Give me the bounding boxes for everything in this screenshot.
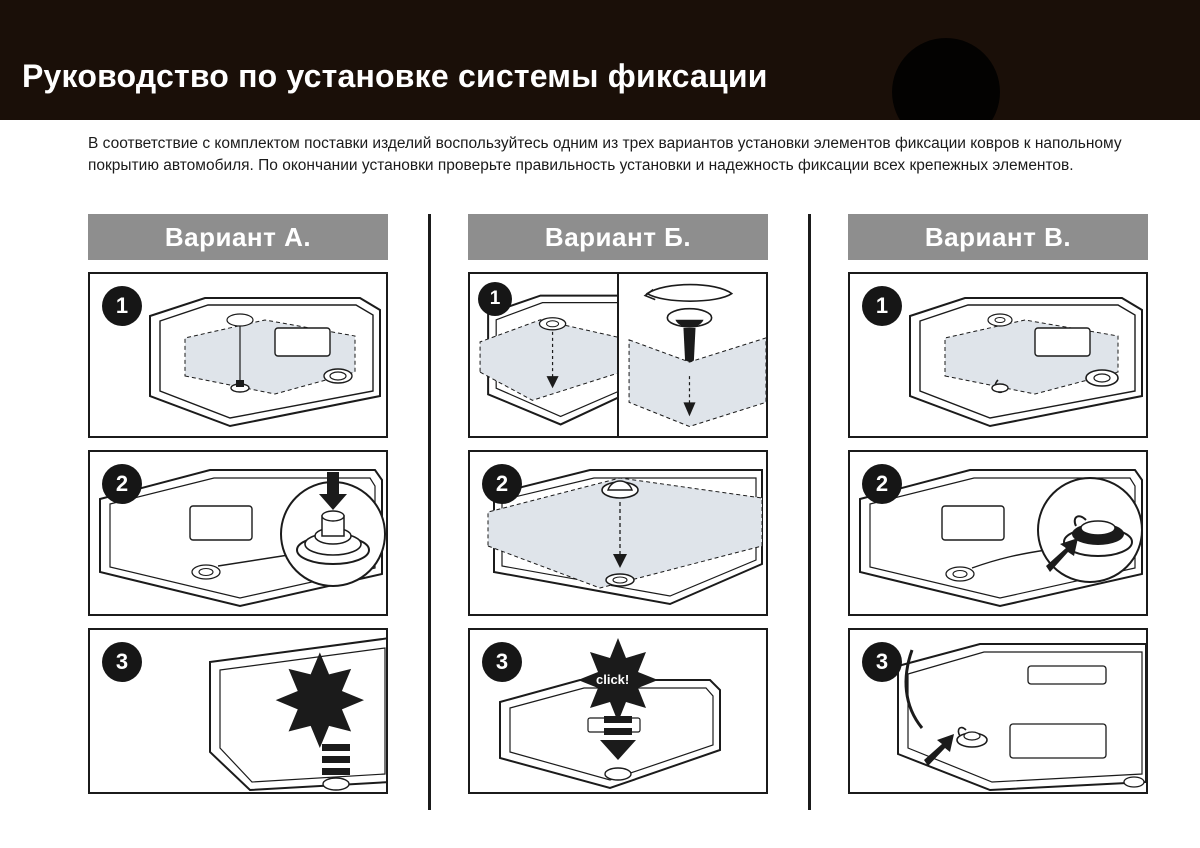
variant-b-step-2-panel — [468, 450, 768, 616]
variant-c-step-2-badge: 2 — [862, 464, 902, 504]
variant-a-step-2-panel — [88, 450, 388, 616]
variant-a-step-1-badge: 1 — [102, 286, 142, 326]
column-divider-1 — [428, 214, 431, 810]
variant-a-step-3-badge: 3 — [102, 642, 142, 682]
variant-b-step-3-panel — [468, 628, 768, 794]
variant-c-step-1-panel — [848, 272, 1148, 438]
decorative-blob — [892, 38, 1000, 120]
variant-c-step-3-badge: 3 — [862, 642, 902, 682]
variants-container — [0, 214, 1200, 834]
variant-b-step-1-right — [617, 274, 766, 436]
page-title: Руководство по установке системы фиксации — [22, 58, 768, 94]
variant-a-step-2-badge: 2 — [102, 464, 142, 504]
intro-paragraph: В соответствие с комплектом поставки изделий воспользуйтесь одним из трех вариантов установки элементов фиксации ковров к напольному покрытию автомобиля. По окончании установки проверьте правильность установки и надежность фиксации всех крепежных элементов. — [88, 135, 1122, 174]
variant-a-click-label: click! — [238, 702, 272, 717]
variant-b-click-label: click! — [596, 672, 630, 687]
screw-rotation-illustration — [619, 274, 766, 436]
variant-c-step-3-panel — [848, 628, 1148, 794]
variant-a-step-3-panel — [88, 628, 388, 794]
variant-a-column — [88, 214, 388, 794]
column-divider-2 — [808, 214, 811, 810]
variant-b-step-3-badge: 3 — [482, 642, 522, 682]
variant-a-step-1-panel — [88, 272, 388, 438]
variant-b-step-1-panel — [468, 272, 768, 438]
variant-b-step-2-badge: 2 — [482, 464, 522, 504]
variant-a-heading: Вариант А. — [88, 214, 388, 260]
variant-c-column — [848, 214, 1148, 794]
variant-c-step-1-badge: 1 — [862, 286, 902, 326]
variant-c-heading: Вариант В. — [848, 214, 1148, 260]
variant-b-step-1-left — [470, 274, 617, 436]
variant-b-heading: Вариант Б. — [468, 214, 768, 260]
variant-b-step-1-badge: 1 — [478, 282, 512, 316]
variant-c-step-2-panel — [848, 450, 1148, 616]
variant-b-column — [468, 214, 768, 794]
